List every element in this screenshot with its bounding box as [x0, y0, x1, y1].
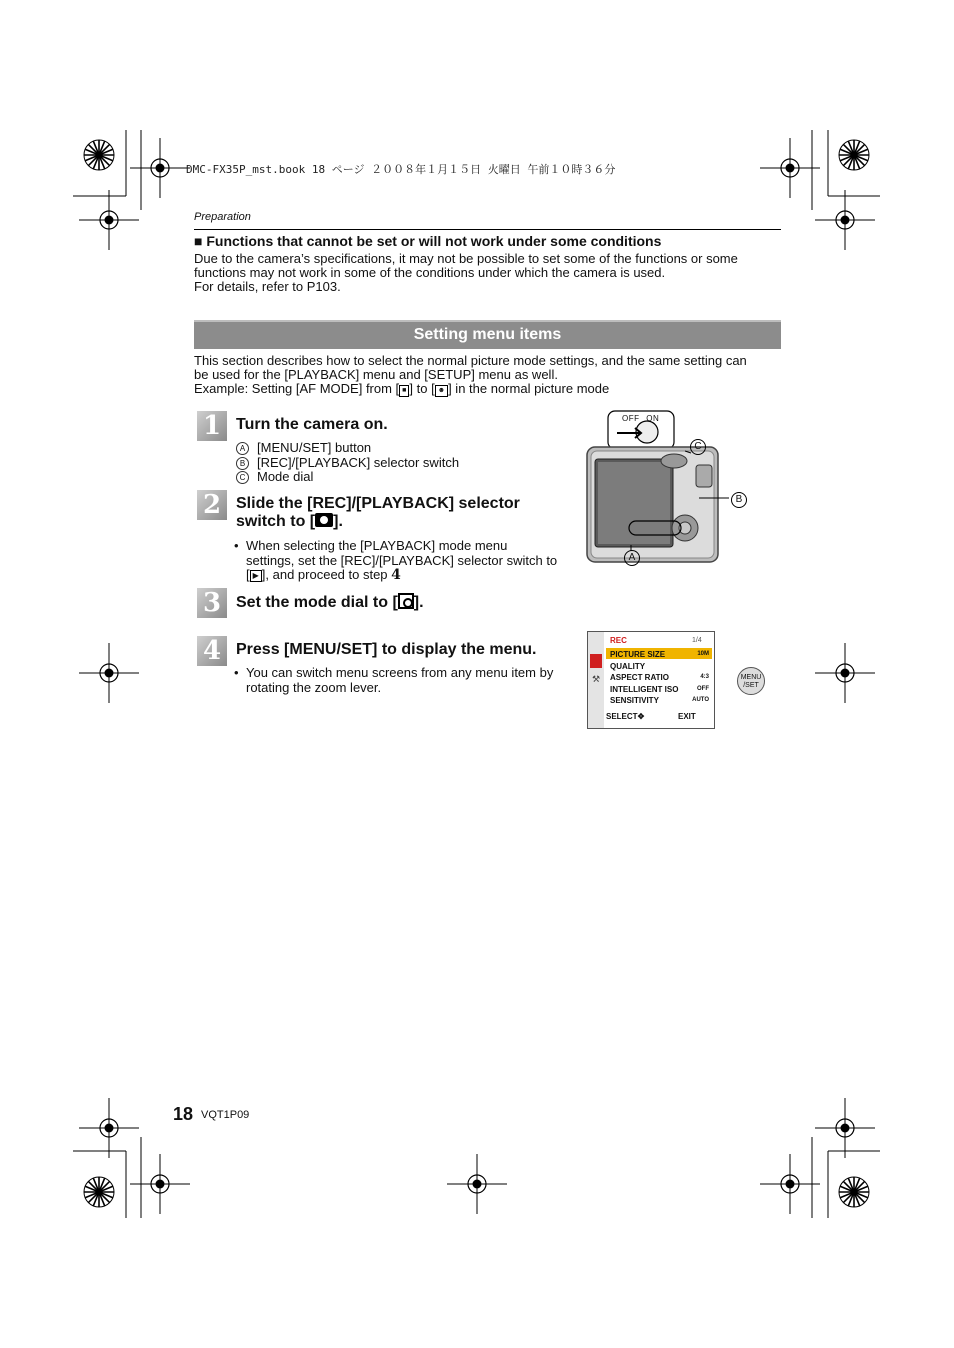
step-2-title — [236, 495, 566, 531]
callout-item-text: Mode dial — [257, 469, 314, 484]
callout-a-label: A — [624, 550, 640, 566]
step-4-bullet — [234, 666, 579, 695]
example-text: ] to [ — [409, 381, 435, 396]
intro-text — [194, 354, 784, 397]
title-text: ]. — [413, 594, 424, 611]
menu-item-label: SENSITIVITY — [610, 696, 659, 705]
menu-item[interactable] — [610, 649, 712, 661]
callout-a-marker: A — [236, 442, 249, 455]
note-line: Due to the camera’s specifications, it may not be possible to set some of the functions or some — [194, 251, 738, 266]
step-1-title: Turn the camera on. — [236, 416, 388, 433]
setup-tab-wrench-icon: ⚒ — [592, 674, 601, 684]
menu-tab-title: REC — [610, 636, 627, 645]
step-2-title-line — [236, 513, 566, 531]
title-text: ]. — [333, 513, 343, 530]
menu-set-button-icon — [737, 667, 765, 695]
select-label: SELECT — [606, 712, 638, 721]
step-2-bullet — [234, 539, 579, 583]
step-ref: 4 — [391, 567, 401, 583]
bullet-line: settings, set the [REC]/[PLAYBACK] selector switch to — [246, 552, 558, 568]
menu-item-value: 4:3 — [700, 674, 709, 680]
step-1-badge: 1 — [197, 411, 227, 441]
step-1-items — [236, 441, 459, 485]
menu-item-value: OFF — [697, 685, 709, 692]
callout-item-text: [REC]/[PLAYBACK] selector switch — [257, 454, 460, 470]
menu-item[interactable] — [610, 661, 712, 673]
intro-line: This section describes how to select the normal picture mode settings, and the same setting can — [194, 353, 747, 368]
playback-icon: ▶ — [250, 570, 262, 582]
menu-items — [610, 649, 712, 707]
note-line: functions may not work in some of the conditions under which the camera is used. — [194, 265, 666, 280]
callout-item — [236, 470, 459, 485]
callout-item — [236, 456, 459, 471]
title-text: Set the mode dial to [ — [236, 594, 398, 611]
note-title-text: Functions that cannot be set or will not work under some conditions — [206, 233, 662, 249]
bullet-text: [ — [246, 567, 250, 582]
bullet-line — [246, 568, 579, 583]
rec-menu-screen — [587, 631, 715, 729]
step-2-badge: 2 — [197, 490, 227, 520]
menu-item[interactable] — [610, 684, 712, 696]
menu-item-label: PICTURE SIZE — [610, 650, 666, 659]
menu-item-value — [709, 661, 712, 673]
bullet-line: rotating the zoom lever. — [246, 679, 382, 695]
note-title — [194, 233, 661, 249]
callout-c-marker: C — [236, 471, 249, 484]
square-bullet-icon: ■ — [194, 233, 203, 249]
bullet-dot: • — [234, 665, 239, 680]
switch-on-label: ON — [646, 414, 660, 423]
menu-exit-hint: EXIT — [678, 712, 696, 721]
title-text: switch to [ — [236, 513, 316, 530]
bullet-item — [234, 539, 579, 583]
step-4-title: Press [MENU/SET] to display the menu. — [236, 641, 537, 658]
rec-tab-camera-icon — [590, 654, 602, 668]
intro-example — [194, 382, 784, 397]
menu-item-value: 10M — [697, 651, 709, 657]
menu-item-label: INTELLIGENT ISO — [610, 684, 679, 694]
bullet-text: ], and proceed to step — [261, 567, 392, 582]
menu-item[interactable] — [610, 695, 712, 707]
normal-picture-mode-icon — [398, 593, 414, 609]
note-line: For details, refer to P103. — [194, 279, 341, 294]
menu-button-line: /SET — [743, 682, 759, 689]
bullet-item — [234, 666, 579, 695]
power-switch-labels — [622, 414, 659, 423]
example-text: Example: Setting [AF MODE] from [ — [194, 381, 400, 396]
step-3-title — [236, 593, 424, 612]
callout-b-label: B — [731, 492, 747, 508]
bullet-line: You can switch menu screens from any menu item by — [246, 665, 554, 680]
step-4-badge: 4 — [197, 636, 227, 666]
menu-page-indicator: 1/4 — [692, 637, 702, 644]
bullet-line: When selecting the [PLAYBACK] mode menu — [246, 538, 508, 553]
document-code: VQT1P09 — [201, 1109, 250, 1121]
header-rule — [194, 229, 781, 230]
menu-item-label: ASPECT RATIO — [610, 673, 669, 682]
example-text: ] in the normal picture mode — [448, 381, 610, 396]
switch-off-label: OFF — [622, 414, 640, 423]
menu-select-hint — [606, 712, 644, 721]
camera-illustration — [583, 407, 753, 572]
face-detection-icon: ☻ — [435, 385, 448, 397]
cursor-icon: ✥ — [637, 712, 645, 721]
note-body — [194, 252, 784, 294]
af-mode-icon: ■ — [399, 385, 409, 397]
callout-item-text: [MENU/SET] button — [257, 440, 372, 455]
intro-line: be used for the [PLAYBACK] menu and [SETUP] menu as well. — [194, 367, 558, 382]
menu-button-line: MENU — [740, 674, 762, 681]
section-banner: Setting menu items — [194, 320, 781, 349]
section-label: Preparation — [194, 211, 251, 223]
menu-item[interactable] — [610, 672, 712, 684]
menu-item-label: QUALITY — [610, 661, 646, 671]
callout-b-marker: B — [236, 457, 249, 470]
step-3-badge: 3 — [197, 588, 227, 618]
menu-item-value: AUTO — [692, 697, 709, 703]
camera-icon — [315, 513, 333, 527]
callout-c-label: C — [690, 439, 706, 455]
page-number: 18 — [173, 1104, 194, 1124]
callout-item — [236, 441, 459, 456]
step-2-title-line: Slide the [REC]/[PLAYBACK] selector — [236, 495, 520, 512]
print-file-info: DMC-FX35P_mst.book 18 ページ ２００８年１月１５日 火曜日 午前１０時３６分 — [186, 163, 616, 176]
bullet-dot: • — [234, 538, 239, 553]
